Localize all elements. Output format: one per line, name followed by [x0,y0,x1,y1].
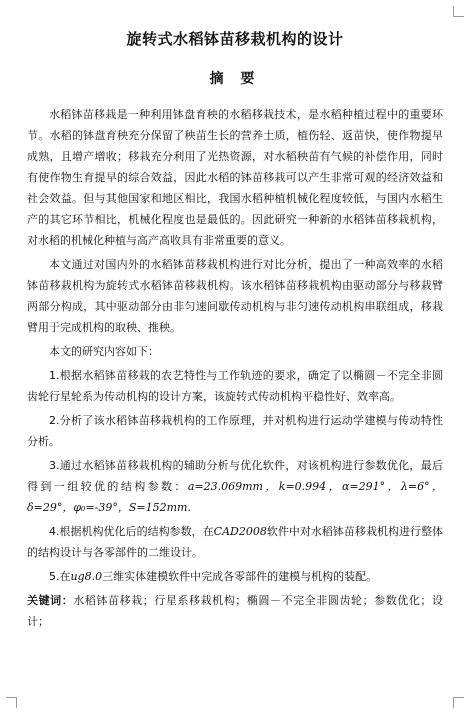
keywords-text: 水稻钵苗移栽；行星系移栽机构；椭圆－不完全非圆齿轮；参数优化；设计； [27,594,444,628]
list-item [27,566,443,587]
formula-params: a=23.069mm，k=0.994，α=291°，λ=6°，δ=29°，φ₀=-39°，S=152mm. [27,480,444,514]
list-item-text: 软件中对水稻钵苗移栽机构进行整体的结构设计与各零部件的二维设计。 [27,525,444,559]
keywords-label: 关键词： [27,594,74,607]
abstract-body [27,104,443,635]
list-item-text: 三维实体建模软件中完成各零部件的建模与机构的装配。 [102,570,378,583]
list-item-text: 4.根据机构优化后的结构参数，在 [49,525,214,538]
list-item: 1.根据水稻钵苗移栽的农艺特性与工作轨迹的要求，确定了以椭圆－不完全非圆齿轮行星轮系为传动机构的设计方案，该旋转式传动机构平稳性好、效率高。 [27,369,443,403]
document-title: 旋转式水稻钵苗移栽机构的设计 [126,30,344,48]
page-corner-mark [453,6,464,17]
abstract-paragraph: 本文的研究内容如下： [49,345,159,358]
list-item-text: 3.通过水稻钵苗移栽机构的辅助分析与优化软件，对该机构进行参数优化，最后得到一组较优的结构参数： [27,459,443,493]
page-corner-mark [453,697,464,708]
list-item [27,521,443,563]
abstract-heading: 摘 要 [209,71,261,87]
list-item: 2.分析了该水稻钵苗移栽机构的工作原理，并对机构进行运动学建模与传动特性分析。 [27,414,443,448]
list-item-text: 5.在 [49,570,71,583]
page-corner-mark [6,697,17,708]
software-name: ug8.0 [70,570,103,583]
abstract-paragraph: 本文通过对国内外的水稻钵苗移栽机构进行对比分析，提出了一种高效率的水稻钵苗移栽机构为旋转式水稻钵苗移栽机构。该水稻钵苗移栽机构由驱动部分与移栽臂两部分构成，其中驱动部分由非匀速间歇传动机构与非匀速传动机构串联组成，移栽臂用于完成机构的取秧、推秧。 [27,258,443,334]
list-item [27,455,443,518]
software-name: CAD2008 [213,525,267,538]
keywords [27,590,443,632]
abstract-paragraph: 水稻钵苗移栽是一种利用钵盘育秧的水稻移栽技术，是水稻种植过程中的重要环节。水稻的钵盘育秧充分保留了秧苗生长的营养土质，植伤轻、返苗快，使作物提早成熟，且增产增收；移栽充分利用了光热资源，对水稻秧苗有气候的补偿作用，同时有使作物生育提早的综合效益，因此水稻的钵苗移栽可以产生非常可观的经济效益和社会效益。但与其他国家和地区相比，我国水稻种植机械化程度较低，与国内水稻生产的其它环节相比，机械化程度也是最低的。因此研究一种新的水稻钵苗移栽机构，对水稻的机械化种植与高产高收具有非常重要的意义。 [27,108,443,247]
